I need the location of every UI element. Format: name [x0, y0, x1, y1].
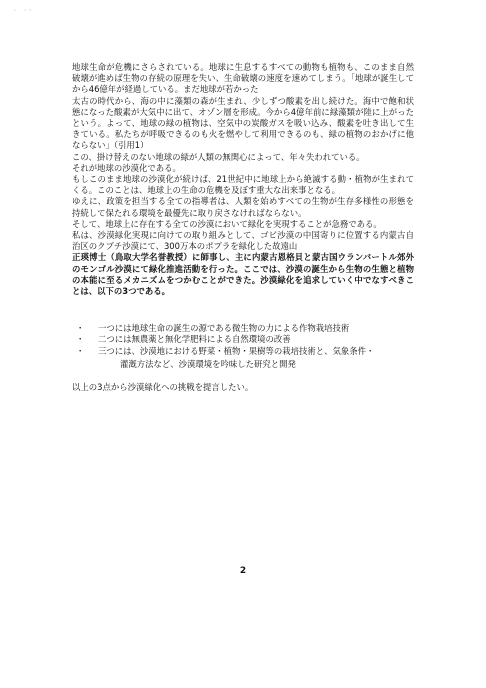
- spacer: [72, 370, 414, 382]
- bullet-text: 一つには地球生命の誕生の源である微生物の力による作物栽培技術: [98, 323, 350, 334]
- bullet-item-3: [72, 346, 414, 370]
- closing-paragraph: 以上の3点から沙漠緑化への挑戦を提言したい。: [72, 382, 254, 393]
- paragraph-8: 私は、沙漠緑化実現に向けての取り組みとして、ゴビ沙漠の中国寄りに位置する内蒙古自治区のクブチ沙漠にて、300万本のポプラを緑化した故遠山: [72, 230, 414, 252]
- bullet-item-2: [72, 334, 414, 345]
- paragraph-3: この、掛け替えのない地球の緑が人類の無関心によって、年々失われている。: [72, 151, 365, 162]
- bullet-mark: ・: [76, 334, 85, 345]
- bold-paragraph: 正瑛博士（鳥取大学名誉教授）に師事し、主に内蒙古恩格貝と蒙古国ウランバートル郊外のモンゴル沙漠にて緑化推進活動を行った。ここでは、沙漠の誕生から生物の生態と植物の本能に至るメカニズムをつかむことができた。沙漠緑化を追求していく中でなすべきことは、以下の3つである。: [72, 252, 414, 297]
- bullet-text: 二つには無農薬と無化学肥料による自然環境の改善: [98, 334, 291, 345]
- bullet-mark: ・: [76, 345, 85, 356]
- corner-mark: ' '': [14, 8, 34, 16]
- page-number: 2: [239, 566, 247, 576]
- bullet-item-1: [72, 323, 414, 334]
- body-text: [72, 62, 414, 393]
- paragraph-6: ゆえに、政策を担当する全ての指導者は、人類を始めすべての生物が生存多様性の形態を持続して保たれる環境を最優先に取り戻さなければならない。: [72, 196, 414, 218]
- bullet-continuation: 灌漑方法など、沙漠環境を吟味した研究と開発: [120, 358, 296, 369]
- paragraph-4: それが地球の沙漠化である。: [72, 162, 181, 173]
- paragraph-5: もしこのまま地球の沙漠化が続けば、21世紀中に地球上から絶滅する動・植物が生まれてくる。このことは、地球上の生命の危機を及ぼす重大な出来事となる。: [72, 174, 414, 196]
- paragraph-7: そして、地球上に存在する全ての沙漠において緑化を実現することが急務である。: [72, 218, 382, 229]
- paragraph-2: 太古の時代から、海の中に藻類の森が生まれ、少しずつ酸素を出し続けた。海中で飽和状態になった酸素が大気中に出て、オゾン層を形成。今から4億年前に緑藻類が陸に上がったという。よって、地球の緑の植物は、空気中の炭酸ガスを吸い込み、酸素を吐き出して生きている。私たちが呼吸できるのも火を燃やして利用できるのも、緑の植物のおかげに他ならない」（引用1）: [72, 95, 414, 151]
- bullet-list: [72, 323, 414, 370]
- bullet-text: 三つには、沙漠地における野菜・植物・果樹等の栽培技術と、気象条件・: [98, 345, 375, 356]
- paragraph-1: 地球生命が危機にさらされている。地球に生息するすべての動物も植物も、このまま自然破壊が進めば生物の存続の原理を失い、生命破壊の速度を速めてしまう。「地球が誕生してから46億年が経過している。まだ地球が若かった: [72, 62, 414, 95]
- spacer: [72, 297, 414, 323]
- bullet-mark: ・: [76, 323, 85, 334]
